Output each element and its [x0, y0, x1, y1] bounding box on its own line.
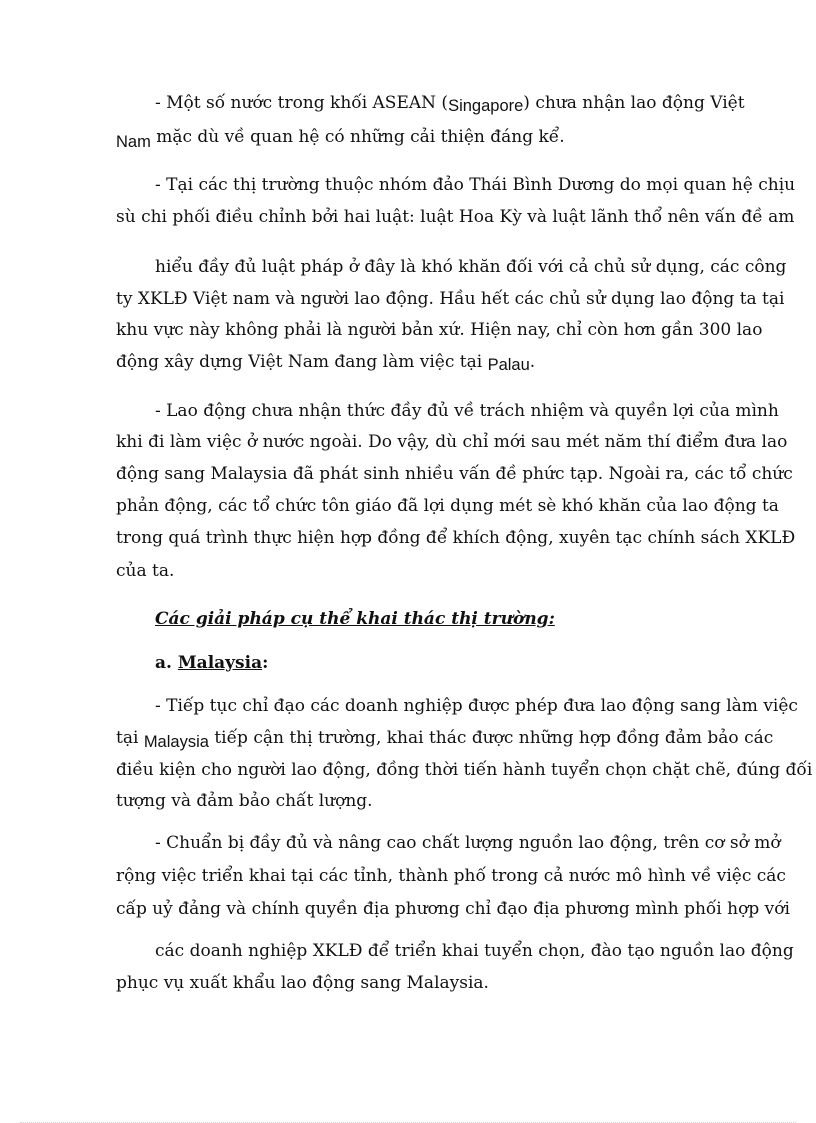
text-run: Palau [487, 356, 530, 374]
paragraph-line [116, 346, 740, 378]
text-run: ) chưa nhận lao động Việt [523, 93, 745, 113]
text-run: tại [116, 728, 144, 748]
section-heading: Các giải pháp cụ thể khai thác thị trường: [155, 609, 555, 629]
paragraph-line: ty XKLĐ Việt nam và người lao động. Hầu hết các chủ sử dụng lao động ta tại [116, 289, 785, 309]
paragraph-line [155, 87, 745, 119]
paragraph-line: - Tại các thị trường thuộc nhóm đảo Thái Bình Dương do mọi quan hệ chịu [155, 175, 796, 195]
text-run: tiếp cận thị trường, khai thác được những hợp đồng đảm bảo các [208, 728, 774, 748]
text-run: - Một số nước trong khối ASEAN ( [155, 93, 449, 113]
paragraph-line: - Lao động chưa nhận thức đầy đủ về trách nhiệm và quyền lợi của mình [155, 401, 779, 421]
paragraph-line: khu vực này không phải là người bản xứ. Hiện nay, chỉ còn hơn gần 300 lao [116, 320, 763, 340]
paragraph-line: phục vụ xuất khẩu lao động sang Malaysia. [116, 973, 489, 993]
text-run: Malaysia [143, 733, 209, 751]
paragraph-line: các doanh nghiệp XKLĐ để triển khai tuyển chọn, đào tạo nguồn lao động [155, 941, 794, 961]
text-run: Nam [116, 133, 151, 151]
text-run: Singapore [448, 97, 524, 115]
paragraph-line: sù chi phối điều chỉnh bởi hai luật: luật Hoa Kỳ và luật lãnh thổ nên vấn đề am [116, 207, 795, 227]
paragraph-line [116, 722, 774, 754]
paragraph-line: động sang Malaysia đã phát sinh nhiều vấn đề phức tạp. Ngoài ra, các tổ chức [116, 464, 793, 484]
text-run: : [262, 653, 269, 673]
paragraph-line: điều kiện cho người lao động, đồng thời tiến hành tuyển chọn chặt chẽ, đúng đối [116, 760, 813, 780]
text-run: động xây dựng Việt Nam đang làm việc tại [116, 352, 488, 372]
paragraph-line: - Tiếp tục chỉ đạo các doanh nghiệp được phép đưa lao động sang làm việc [155, 696, 798, 716]
text-run: a. [155, 653, 178, 673]
paragraph-line [116, 121, 740, 153]
paragraph-line: tượng và đảm bảo chất lượng. [116, 791, 373, 811]
paragraph-line: trong quá trình thực hiện hợp đồng để khích động, xuyên tạc chính sách XKLĐ [116, 528, 796, 548]
paragraph-line: phản động, các tổ chức tôn giáo đã lợi dụng mét sè khó khăn của lao động ta [116, 496, 779, 516]
text-run: . [529, 352, 536, 372]
subsection-heading [155, 647, 740, 679]
paragraph-line: khi đi làm việc ở nước ngoài. Do vậy, dù chỉ mới sau mét năm thí điểm đưa lao [116, 432, 788, 452]
paragraph-line: hiểu đầy đủ luật pháp ở đây là khó khăn đối với cả chủ sử dụng, các công [155, 257, 787, 277]
paragraph-line: - Chuẩn bị đầy đủ và nâng cao chất lượng nguồn lao động, trên cơ sở mở [155, 833, 781, 853]
text-run: mặc dù về quan hệ có những cải thiện đáng kể. [150, 127, 565, 147]
paragraph-line: cấp uỷ đảng và chính quyền địa phương chỉ đạo địa phương mình phối hợp với [116, 899, 790, 919]
paragraph-line: rộng việc triển khai tại các tỉnh, thành phố trong cả nước mô hình về việc các [116, 866, 786, 886]
text-run: Malaysia [177, 653, 263, 673]
paragraph-line: của ta. [116, 561, 175, 581]
